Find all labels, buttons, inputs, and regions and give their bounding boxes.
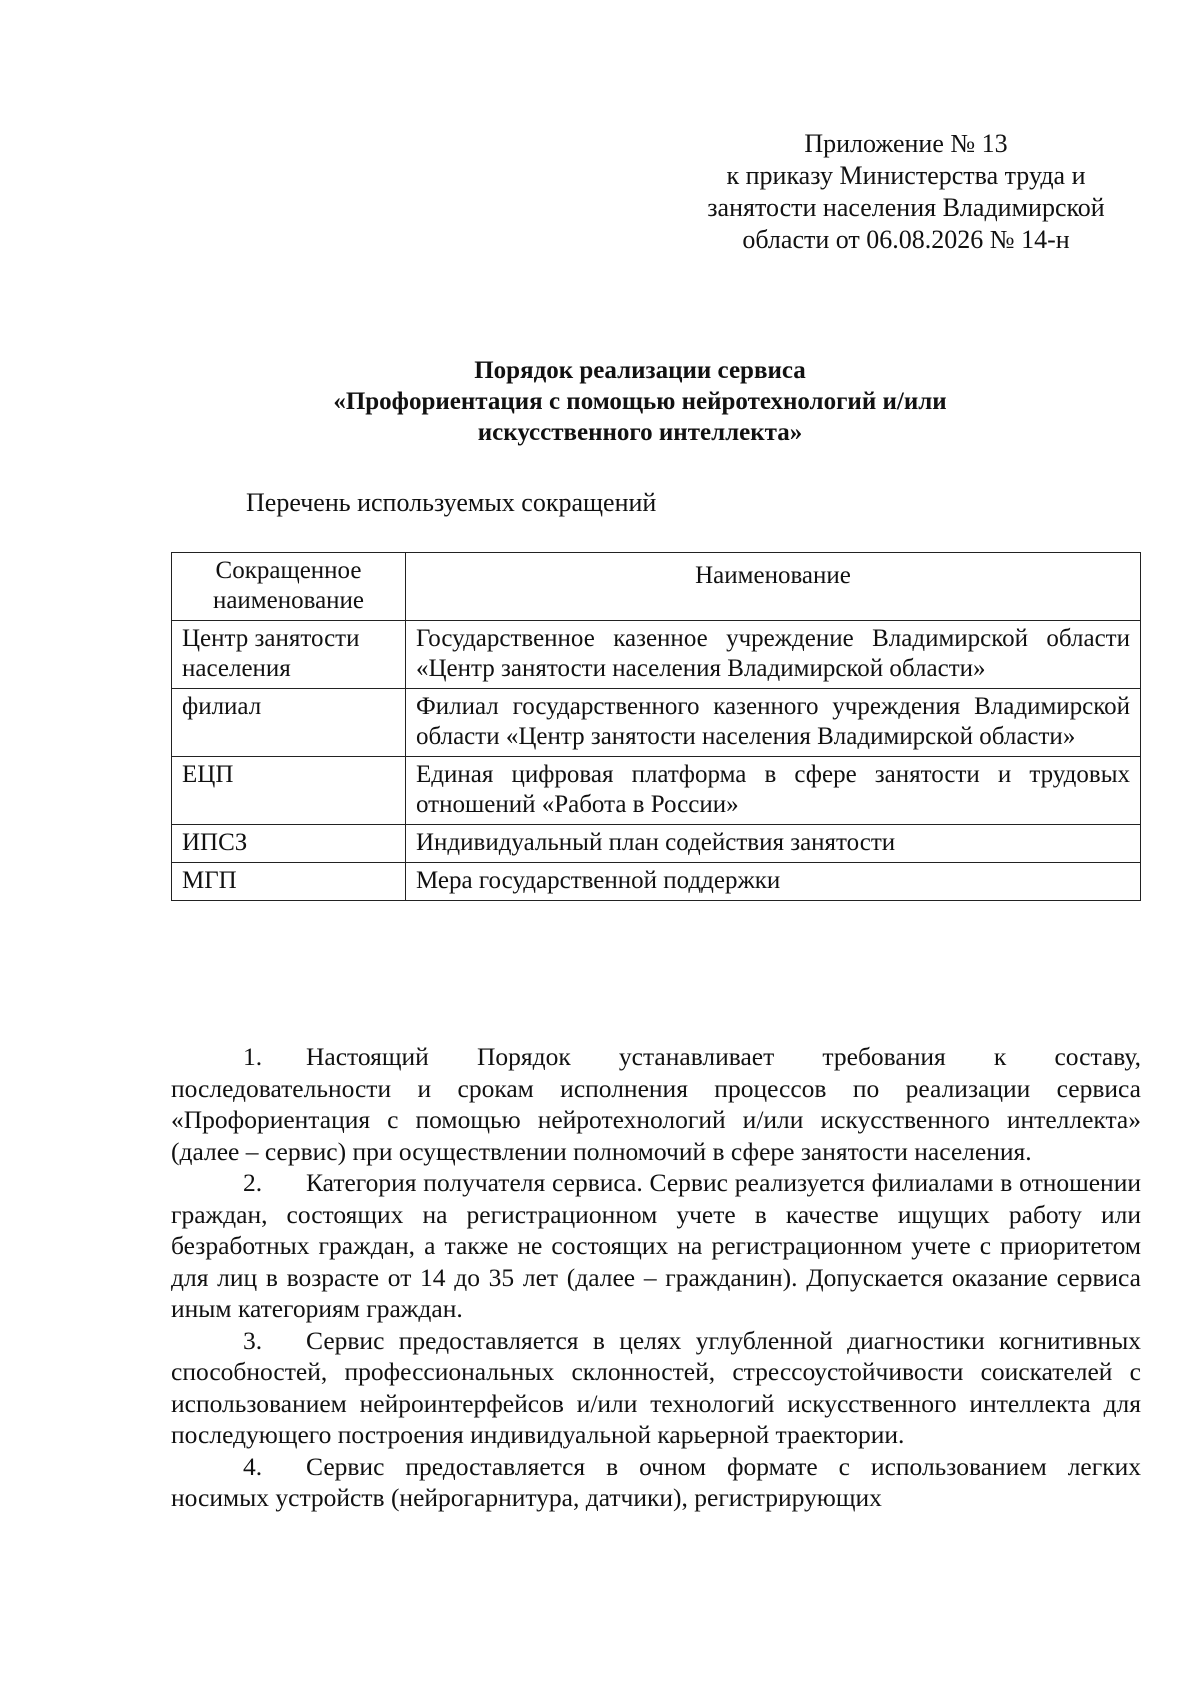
document-title [260, 355, 1020, 448]
abbreviation-short: Центр занятости населения [172, 621, 406, 689]
numbered-paragraph [171, 1451, 1141, 1514]
numbered-paragraph [171, 1325, 1141, 1451]
column-header-full: Наименование [406, 553, 1141, 621]
appendix-line: области от 06.08.2026 № 14-н [742, 225, 1070, 254]
abbreviation-short: МГП [172, 863, 406, 901]
table-header-row [172, 553, 1141, 621]
paragraph-number: 2. [243, 1168, 263, 1197]
appendix-header [676, 128, 1136, 256]
document-body [171, 1041, 1141, 1514]
abbreviation-short: ИПСЗ [172, 825, 406, 863]
paragraph-number: 1. [243, 1042, 263, 1071]
abbreviations-heading: Перечень используемых сокращений [246, 488, 657, 517]
abbreviation-full: Филиал государственного казенного учреждения Владимирской области «Центр занятости населения Владимирской области» [406, 689, 1141, 757]
abbreviation-full: Индивидуальный план содействия занятости [406, 825, 1141, 863]
title-line: «Профориентация с помощью нейротехнологий и/или [333, 388, 947, 415]
title-line: искусственного интеллекта» [477, 419, 803, 446]
column-header-short: Сокращенное наименование [172, 553, 406, 621]
abbreviation-full: Единая цифровая платформа в сфере занятости и трудовых отношений «Работа в России» [406, 757, 1141, 825]
title-line: Порядок реализации сервиса [474, 357, 806, 384]
table-row [172, 825, 1141, 863]
paragraph-text: Сервис предоставляется в очном формате с использованием легких носимых устройств (нейрогарнитура, датчики), регистрирующих [171, 1451, 1141, 1512]
appendix-line: Приложение № 13 [804, 129, 1008, 158]
numbered-paragraph [171, 1041, 1141, 1167]
abbreviation-full: Мера государственной поддержки [406, 863, 1141, 901]
appendix-line: к приказу Министерства труда и [726, 161, 1086, 190]
abbreviation-full: Государственное казенное учреждение Владимирской области «Центр занятости населения Владимирской области» [406, 621, 1141, 689]
numbered-paragraph [171, 1167, 1141, 1325]
table-row [172, 757, 1141, 825]
abbreviation-short: филиал [172, 689, 406, 757]
table-row [172, 621, 1141, 689]
paragraph-text: Категория получателя сервиса. Сервис реализуется филиалами в отношении граждан, состоящих на регистрационном учете в качестве ищущих работу или безработных граждан, а также не состоящих на регистрационном учете с приоритетом для лиц в возрасте от 14 до 35 лет (далее – гражданин). Допускается оказание сервиса иным категориям граждан. [171, 1168, 1141, 1323]
table-row [172, 689, 1141, 757]
table-row [172, 863, 1141, 901]
paragraph-text: Сервис предоставляется в целях углубленной диагностики когнитивных способностей, профессиональных склонностей, стрессоустойчивости соискателей с использованием нейроинтерфейсов и/или технологий искусственного интеллекта для последующего построения индивидуальной карьерной траектории. [171, 1325, 1141, 1449]
paragraph-number: 3. [243, 1325, 263, 1355]
abbreviations-table [171, 552, 1141, 901]
abbreviation-short: ЕЦП [172, 757, 406, 825]
paragraph-number: 4. [243, 1451, 263, 1481]
paragraph-text: Настоящий Порядок устанавливает требования к составу, последовательности и срокам исполнения процессов по реализации сервиса «Профориентация с помощью нейротехнологий и/или искусственного интеллекта» (далее – сервис) при осуществлении полномочий в сфере занятости населения. [171, 1042, 1141, 1166]
appendix-line: занятости населения Владимирской [707, 193, 1105, 222]
